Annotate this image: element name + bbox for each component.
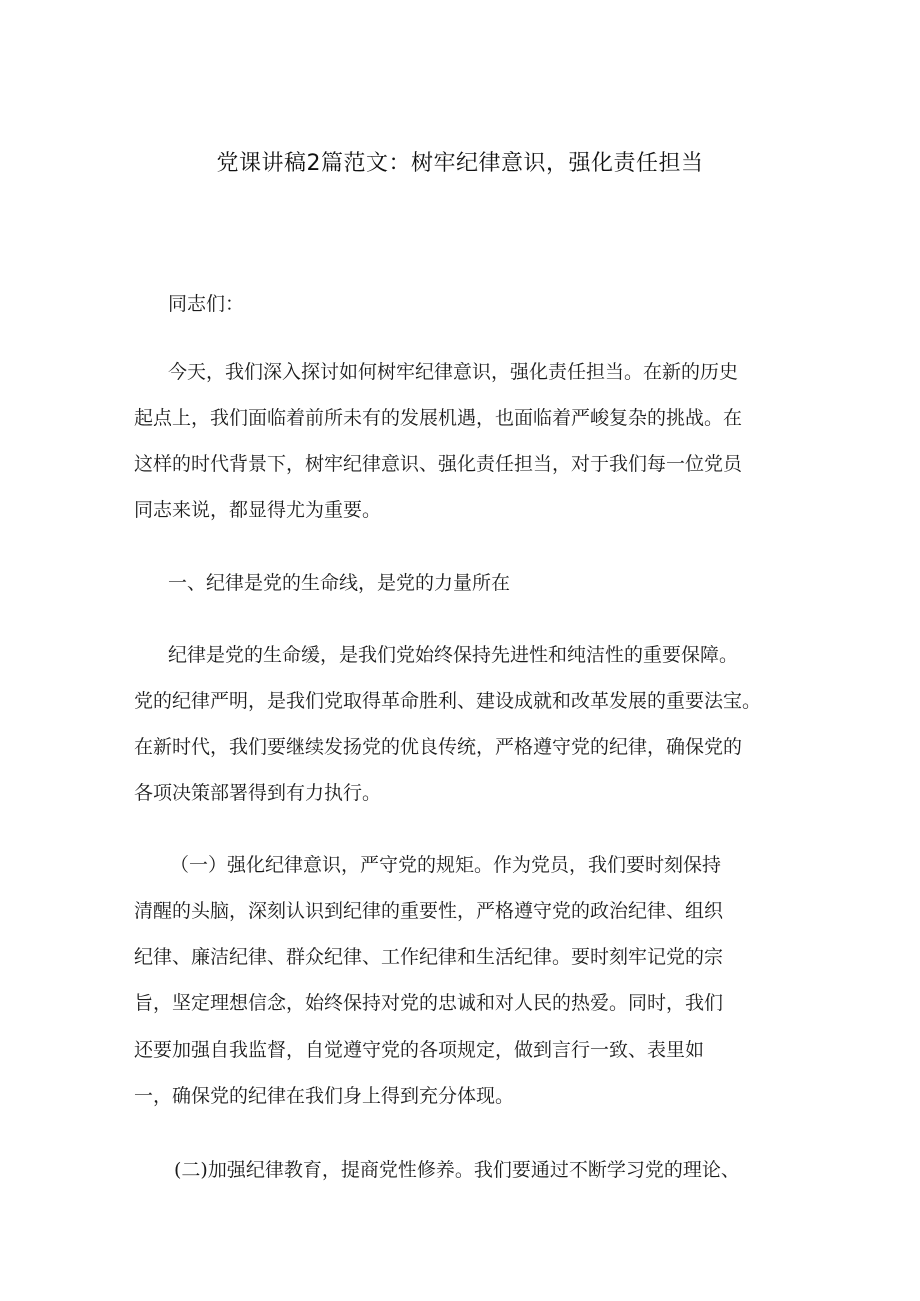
intro-line: 这样的时代背景下，树牢纪律意识、强化责任担当，对于我们每一位党员	[134, 453, 743, 475]
point-line: (二)加强纪律教育，提商党性修养。我们要通过不断学习党的理论、	[174, 1159, 740, 1181]
section-body-line: 在新时代，我们要继续发扬党的优良传统，严格遵守党的纪律，确保党的	[134, 736, 743, 758]
greeting: 同志们：	[168, 293, 245, 315]
point-line: 还要加强自我监督，自觉遵守党的各项规定，做到言行一致、表里如	[134, 1039, 705, 1061]
point-line: 一，确保党的纪律在我们身上得到充分体现。	[134, 1085, 515, 1107]
section-body-line: 纪律是党的生命缓，是我们党始终保持先进性和纯洁性的重要保障。	[168, 644, 739, 666]
section-heading: 一、纪律是党的生命线，是党的力量所在	[168, 572, 511, 594]
intro-line: 今天，我们深入探讨如何树牢纪律意识，强化责任担当。在新的历史	[168, 361, 739, 383]
point-line: 旨，坚定理想信念，始终保持对党的忠诚和对人民的热爱。同时，我们	[134, 992, 724, 1014]
point-line: （一）强化纪律意识，严守党的规矩。作为党员，我们要时刻保持	[170, 854, 722, 876]
intro-line: 同志来说，都显得尤为重要。	[134, 499, 382, 521]
point-line: 纪律、廉洁纪律、群众纪律、工作纪律和生活纪律。要时刻牢记党的宗	[134, 946, 724, 968]
document-title: 党课讲稿2篇范文：树牢纪律意识，强化责任担当	[216, 151, 704, 176]
point-line: 清醒的头脑，深刻认识到纪律的重要性，严格遵守党的政治纪律、组织	[134, 900, 724, 922]
intro-line: 起点上，我们面临着前所未有的发展机遇，也面临着严峻复杂的挑战。在	[134, 407, 743, 429]
section-body-line: 党的纪律严明，是我们党取得革命胜利、建设成就和改革发展的重要法宝。	[134, 690, 762, 712]
section-body-line: 各项决策部署得到有力执行。	[134, 782, 382, 804]
